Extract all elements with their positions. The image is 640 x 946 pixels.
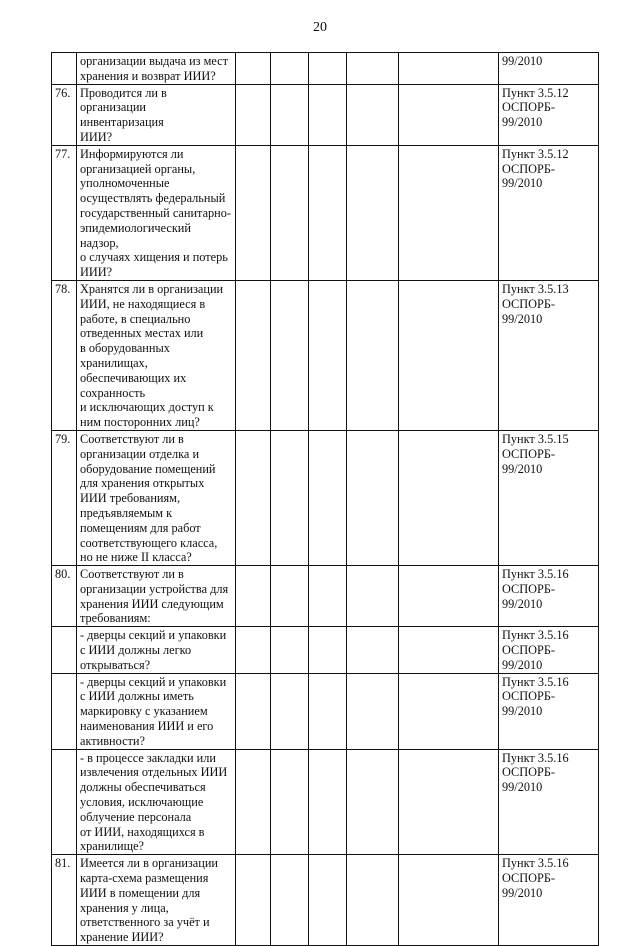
table-row: [52, 855, 599, 946]
table-row: [52, 84, 599, 145]
reference-cell: Пункт 3.5.12 ОСПОРБ- 99/2010: [499, 84, 599, 145]
item-number: 80.: [52, 566, 77, 627]
item-number: 77.: [52, 145, 77, 280]
answer-cell: [399, 566, 499, 627]
answer-cell: [347, 749, 399, 855]
table-row: [52, 673, 599, 749]
reference-cell: Пункт 3.5.16 ОСПОРБ- 99/2010: [499, 749, 599, 855]
page-number: 20: [313, 20, 327, 35]
answer-cell: [347, 566, 399, 627]
answer-cell: [347, 627, 399, 673]
answer-cell: [236, 627, 271, 673]
question-cell: Соответствуют ли в организации устройства для хранения ИИИ следующим требованиям:: [77, 566, 236, 627]
item-number: [52, 627, 77, 673]
answer-cell: [347, 84, 399, 145]
item-number: 78.: [52, 280, 77, 430]
question-cell: Хранятся ли в организации ИИИ, не находящиеся в работе, в специально отведенных местах или в оборудованных хранилищах, обеспечивающих их сохранность и исключающих доступ к ним посторонних лиц?: [77, 280, 236, 430]
item-number: 81.: [52, 855, 77, 946]
answer-cell: [309, 627, 347, 673]
answer-cell: [236, 53, 271, 85]
answer-cell: [271, 430, 309, 565]
answer-cell: [399, 673, 499, 749]
answer-cell: [271, 855, 309, 946]
answer-cell: [236, 84, 271, 145]
item-number: [52, 53, 77, 85]
answer-cell: [236, 430, 271, 565]
reference-cell: Пункт 3.5.16 ОСПОРБ- 99/2010: [499, 673, 599, 749]
item-number: [52, 673, 77, 749]
answer-cell: [271, 145, 309, 280]
table-row: [52, 53, 599, 85]
answer-cell: [236, 855, 271, 946]
question-cell: Имеется ли в организации карта-схема размещения ИИИ в помещении для хранения у лица, ответственного за учёт и хранение ИИИ?: [77, 855, 236, 946]
answer-cell: [347, 855, 399, 946]
table-row: [52, 749, 599, 855]
answer-cell: [399, 749, 499, 855]
answer-cell: [399, 627, 499, 673]
answer-cell: [271, 53, 309, 85]
item-number: 79.: [52, 430, 77, 565]
reference-cell: Пункт 3.5.15 ОСПОРБ- 99/2010: [499, 430, 599, 565]
answer-cell: [309, 145, 347, 280]
answer-cell: [309, 749, 347, 855]
answer-cell: [347, 280, 399, 430]
answer-cell: [309, 53, 347, 85]
table-row: [52, 145, 599, 280]
table-row: [52, 280, 599, 430]
reference-cell: Пункт 3.5.16 ОСПОРБ- 99/2010: [499, 627, 599, 673]
answer-cell: [399, 53, 499, 85]
table-row: [52, 566, 599, 627]
answer-cell: [236, 145, 271, 280]
answer-cell: [309, 673, 347, 749]
reference-cell: 99/2010: [499, 53, 599, 85]
answer-cell: [236, 280, 271, 430]
answer-cell: [309, 566, 347, 627]
answer-cell: [347, 145, 399, 280]
question-cell: Соответствуют ли в организации отделка и оборудование помещений для хранения открытых ИИИ требованиям, предъявляемым к помещениям для работ соответствующего класса, но не ниже II класса?: [77, 430, 236, 565]
answer-cell: [309, 280, 347, 430]
table-row: [52, 627, 599, 673]
reference-cell: Пункт 3.5.13 ОСПОРБ- 99/2010: [499, 280, 599, 430]
answer-cell: [236, 673, 271, 749]
checklist-table: [51, 52, 599, 946]
answer-cell: [271, 673, 309, 749]
answer-cell: [271, 84, 309, 145]
reference-cell: Пункт 3.5.16 ОСПОРБ- 99/2010: [499, 566, 599, 627]
table-row: [52, 430, 599, 565]
answer-cell: [271, 627, 309, 673]
answer-cell: [347, 673, 399, 749]
answer-cell: [399, 280, 499, 430]
answer-cell: [309, 84, 347, 145]
item-number: 76.: [52, 84, 77, 145]
answer-cell: [271, 280, 309, 430]
answer-cell: [271, 566, 309, 627]
question-cell: Проводится ли в организации инвентаризация ИИИ?: [77, 84, 236, 145]
answer-cell: [309, 430, 347, 565]
answer-cell: [309, 855, 347, 946]
reference-cell: Пункт 3.5.16 ОСПОРБ- 99/2010: [499, 855, 599, 946]
item-number: [52, 749, 77, 855]
answer-cell: [399, 145, 499, 280]
answer-cell: [399, 430, 499, 565]
answer-cell: [347, 53, 399, 85]
question-cell: организации выдача из мест хранения и возврат ИИИ?: [77, 53, 236, 85]
question-cell: - дверцы секций и упаковки с ИИИ должны иметь маркировку с указанием наименования ИИИ и его активности?: [77, 673, 236, 749]
answer-cell: [399, 855, 499, 946]
answer-cell: [347, 430, 399, 565]
answer-cell: [271, 749, 309, 855]
question-cell: Информируются ли организацией органы, уполномоченные осуществлять федеральный государственный санитарно- эпидемиологический надзор, о случаях хищения и потерь ИИИ?: [77, 145, 236, 280]
question-cell: - в процессе закладки или извлечения отдельных ИИИ должны обеспечиваться условия, исключающие облучение персонала от ИИИ, находящихся в хранилище?: [77, 749, 236, 855]
answer-cell: [236, 566, 271, 627]
answer-cell: [399, 84, 499, 145]
reference-cell: Пункт 3.5.12 ОСПОРБ- 99/2010: [499, 145, 599, 280]
answer-cell: [236, 749, 271, 855]
question-cell: - дверцы секций и упаковки с ИИИ должны легко открываться?: [77, 627, 236, 673]
